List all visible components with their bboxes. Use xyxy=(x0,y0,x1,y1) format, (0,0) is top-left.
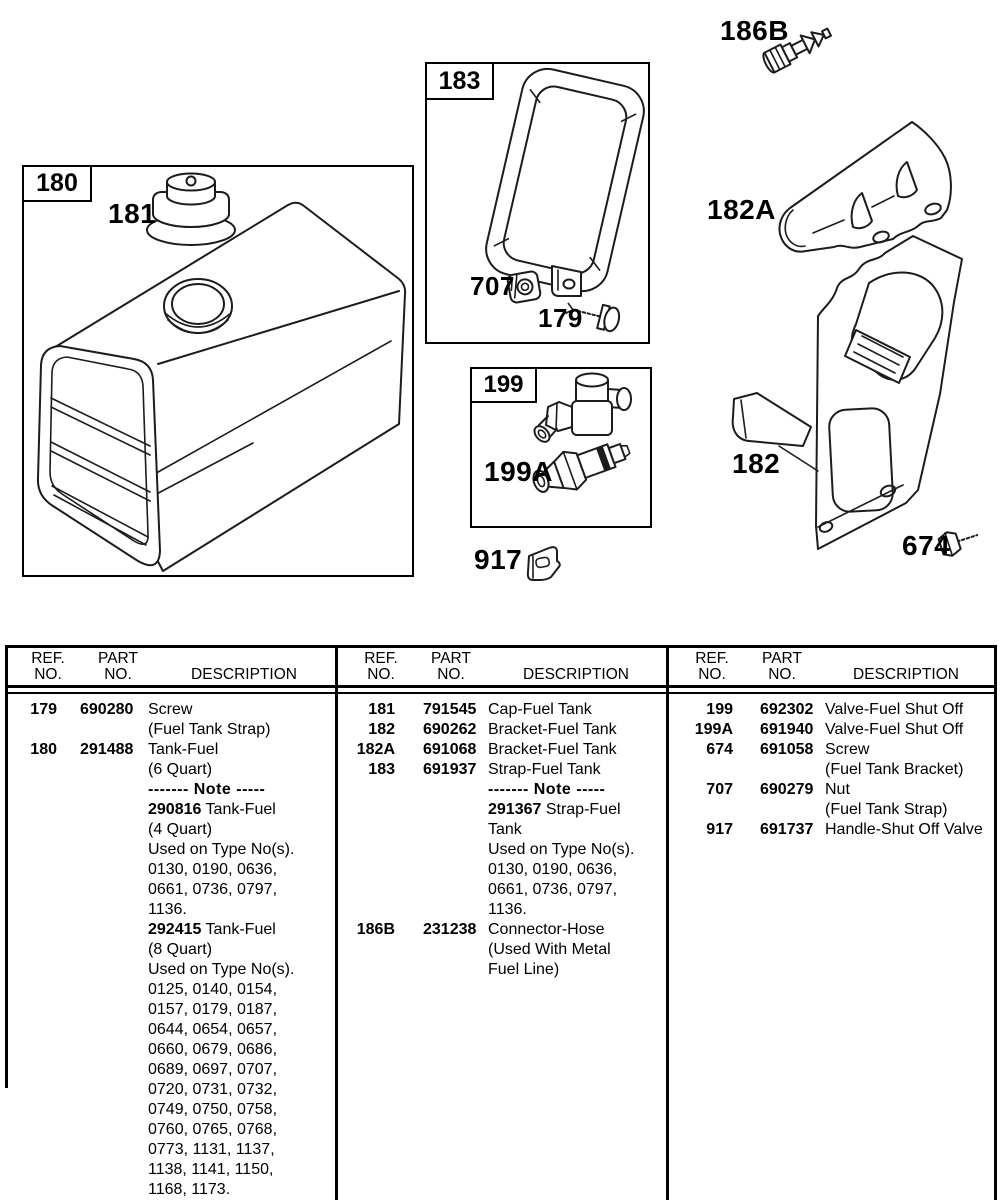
ref-no-cell xyxy=(5,840,57,860)
part-no-cell xyxy=(80,840,137,860)
part-no-cell xyxy=(760,760,813,780)
part-no-cell xyxy=(80,820,137,840)
description-cell: 0720, 0731, 0732, xyxy=(148,1081,278,1098)
ref-no-cell xyxy=(5,960,57,980)
part-no-cell xyxy=(80,900,137,920)
description-cell: 0125, 0140, 0154, xyxy=(148,981,278,998)
description-cell: Screw xyxy=(148,701,193,718)
inline-part-no: 292415 xyxy=(148,921,202,938)
ref-label-186B: 186B xyxy=(720,15,789,46)
ref-no-cell xyxy=(338,840,395,860)
parts-table xyxy=(5,645,997,1200)
part-row xyxy=(5,1120,335,1140)
ref-no-header: REF. NO. xyxy=(31,650,65,683)
description-cell: (Fuel Tank Bracket) xyxy=(825,761,964,778)
part-no-cell: 691937 xyxy=(423,761,477,778)
part-row xyxy=(5,1180,335,1200)
part-no-cell xyxy=(760,800,813,820)
ref-no-header: REF. NO. xyxy=(695,650,729,683)
part-row xyxy=(338,780,666,800)
ref-no-cell: 674 xyxy=(706,741,733,758)
part-row xyxy=(669,800,995,820)
part-no-cell: 690280 xyxy=(80,701,134,718)
ref-no-cell: 917 xyxy=(706,821,733,838)
ref-label-182A: 182A xyxy=(707,194,776,225)
description-cell: Bracket-Fuel Tank xyxy=(488,741,617,758)
part-row xyxy=(338,960,666,980)
inline-part-no: 291367 xyxy=(488,801,542,818)
part-no-cell xyxy=(80,720,137,740)
part-row xyxy=(5,1140,335,1160)
part-no-cell: 791545 xyxy=(423,701,477,718)
description-cell: 0661, 0736, 0797, xyxy=(488,881,618,898)
part-no-cell xyxy=(80,960,137,980)
ref-no-cell: 707 xyxy=(706,781,733,798)
inline-part-no: 290816 xyxy=(148,801,202,818)
callout-box-180 xyxy=(22,165,414,577)
part-row xyxy=(669,720,995,740)
ref-no-cell xyxy=(338,900,395,920)
part-row xyxy=(338,700,666,720)
description-cell: 1136. xyxy=(488,901,527,918)
part-row xyxy=(5,1160,335,1180)
part-row xyxy=(5,740,335,760)
part-row xyxy=(5,820,335,840)
part-no-cell xyxy=(80,1160,137,1180)
part-no-header: PART NO. xyxy=(98,650,138,683)
part-no-cell: 291488 xyxy=(80,741,134,758)
ref-no-cell xyxy=(338,820,395,840)
part-row xyxy=(669,760,995,780)
description-cell: 0773, 1131, 1137, xyxy=(148,1141,275,1158)
description-cell: Fuel Line) xyxy=(488,961,560,978)
ref-no-cell xyxy=(669,760,733,780)
ref-label-199: 199 xyxy=(470,367,537,403)
description-cell: Tank-Fuel xyxy=(148,741,219,758)
column-header xyxy=(338,645,666,683)
ref-no-cell xyxy=(669,800,733,820)
part-row xyxy=(338,800,666,820)
description-cell: 292415 Tank-Fuel xyxy=(148,921,276,938)
part-no-cell xyxy=(80,800,137,820)
ref-no-cell: 179 xyxy=(30,701,57,718)
part-no-cell xyxy=(80,860,137,880)
part-no-cell: 690279 xyxy=(760,781,814,798)
part-row xyxy=(5,840,335,860)
ref-no-cell: 182A xyxy=(356,741,395,758)
part-row xyxy=(5,920,335,940)
description-cell: Valve-Fuel Shut Off xyxy=(825,721,964,738)
part-row xyxy=(669,700,995,720)
ref-no-cell xyxy=(5,1060,57,1080)
part-no-cell xyxy=(423,860,478,880)
description-cell: Cap-Fuel Tank xyxy=(488,701,592,718)
description-cell: 291367 Strap-Fuel xyxy=(488,801,621,818)
column-lines xyxy=(5,700,335,1200)
ref-no-cell xyxy=(338,800,395,820)
column-lines xyxy=(338,700,666,980)
part-no-header: PART NO. xyxy=(431,650,471,683)
part-no-cell xyxy=(80,980,137,1000)
description-cell: 1136. xyxy=(148,901,187,918)
part-row xyxy=(5,1060,335,1080)
description-cell: 0130, 0190, 0636, xyxy=(148,861,278,878)
ref-no-cell: 181 xyxy=(368,701,395,718)
description-cell: (4 Quart) xyxy=(148,821,213,838)
description-cell: Strap-Fuel Tank xyxy=(488,761,601,778)
part-row xyxy=(338,820,666,840)
column-lines xyxy=(669,700,995,840)
description-cell: 1168, 1173. xyxy=(148,1181,231,1198)
part-row xyxy=(5,720,335,740)
description-cell: 0661, 0736, 0797, xyxy=(148,881,278,898)
description-cell: 0130, 0190, 0636, xyxy=(488,861,618,878)
part-no-cell xyxy=(423,780,478,800)
ref-label-707: 707 xyxy=(470,271,515,301)
part-no-cell: 691940 xyxy=(760,721,814,738)
part-row xyxy=(5,800,335,820)
part-no-cell xyxy=(423,800,478,820)
ref-no-cell xyxy=(5,1140,57,1160)
callout-box-183 xyxy=(425,62,650,344)
part-no-cell xyxy=(80,1140,137,1160)
note-cell: ------- Note ----- xyxy=(148,781,266,798)
ref-no-cell xyxy=(5,820,57,840)
table-column-1 xyxy=(5,645,335,1200)
ref-no-cell xyxy=(5,1160,57,1180)
part-row xyxy=(5,780,335,800)
ref-no-cell xyxy=(5,1000,57,1020)
ref-no-cell xyxy=(5,1180,57,1200)
part-no-cell xyxy=(423,880,478,900)
description-cell: Used on Type No(s). xyxy=(488,841,635,858)
description-cell: (Used With Metal xyxy=(488,941,611,958)
part-row xyxy=(5,1080,335,1100)
ref-no-cell: 180 xyxy=(30,741,57,758)
ref-label-917: 917 xyxy=(474,544,523,575)
description-cell: Connector-Hose xyxy=(488,921,605,938)
description-cell: 0660, 0679, 0686, xyxy=(148,1041,278,1058)
description-cell: Valve-Fuel Shut Off xyxy=(825,701,964,718)
description-cell: (Fuel Tank Strap) xyxy=(825,801,948,818)
column-header xyxy=(669,645,995,683)
ref-no-cell xyxy=(5,1100,57,1120)
part-row xyxy=(338,880,666,900)
ref-no-cell xyxy=(5,880,57,900)
part-no-cell xyxy=(423,820,478,840)
description-cell: Bracket-Fuel Tank xyxy=(488,721,617,738)
ref-no-cell xyxy=(338,940,395,960)
part-no-cell: 231238 xyxy=(423,921,477,938)
part-no-cell xyxy=(423,940,478,960)
ref-label-180: 180 xyxy=(22,165,92,202)
ref-no-cell: 186B xyxy=(356,921,395,938)
lower-bracket-drawing xyxy=(733,236,962,549)
part-no-cell xyxy=(423,900,478,920)
ref-no-cell: 182 xyxy=(368,721,395,738)
ref-no-cell xyxy=(5,940,57,960)
ref-no-cell xyxy=(338,780,395,800)
part-no-cell xyxy=(80,920,137,940)
part-no-cell: 691737 xyxy=(760,821,814,838)
part-row xyxy=(5,880,335,900)
ref-label-181: 181 xyxy=(108,198,157,229)
part-no-cell xyxy=(423,960,478,980)
part-row xyxy=(338,740,666,760)
part-no-cell: 691058 xyxy=(760,741,814,758)
part-row xyxy=(5,900,335,920)
part-row xyxy=(338,860,666,880)
part-row xyxy=(338,920,666,940)
part-row xyxy=(338,720,666,740)
ref-no-cell xyxy=(5,860,57,880)
description-header: DESCRIPTION xyxy=(191,666,297,683)
ref-label-183: 183 xyxy=(425,62,494,100)
description-cell: (Fuel Tank Strap) xyxy=(148,721,271,738)
ref-no-cell xyxy=(5,920,57,940)
part-row xyxy=(5,980,335,1000)
ref-no-cell xyxy=(338,860,395,880)
part-no-cell xyxy=(80,1060,137,1080)
part-row xyxy=(5,1020,335,1040)
part-row xyxy=(5,960,335,980)
part-no-cell xyxy=(80,1000,137,1020)
description-cell: 0749, 0750, 0758, xyxy=(148,1101,278,1118)
part-row xyxy=(338,760,666,780)
ref-no-cell xyxy=(5,980,57,1000)
description-cell: 0157, 0179, 0187, xyxy=(148,1001,278,1018)
description-cell: 290816 Tank-Fuel xyxy=(148,801,276,818)
description-cell: Tank xyxy=(488,821,522,838)
part-no-cell xyxy=(80,940,137,960)
ref-no-cell xyxy=(5,1040,57,1060)
ref-no-cell xyxy=(5,800,57,820)
ref-label-199A: 199A xyxy=(484,456,553,487)
description-cell: Used on Type No(s). xyxy=(148,961,295,978)
ref-no-cell: 199A xyxy=(694,721,733,738)
part-row xyxy=(5,700,335,720)
part-no-cell xyxy=(80,1040,137,1060)
part-no-cell xyxy=(80,780,137,800)
description-cell: (8 Quart) xyxy=(148,941,213,958)
table-column-2 xyxy=(338,645,666,1200)
part-no-cell xyxy=(80,880,137,900)
ref-no-cell xyxy=(5,760,57,780)
part-no-cell xyxy=(80,1180,137,1200)
ref-label-179: 179 xyxy=(538,303,583,333)
ref-no-cell xyxy=(338,960,395,980)
part-row xyxy=(669,740,995,760)
ref-label-674: 674 xyxy=(902,530,951,561)
description-cell: (6 Quart) xyxy=(148,761,213,778)
part-no-header: PART NO. xyxy=(762,650,802,683)
ref-no-cell xyxy=(338,880,395,900)
ref-label-182: 182 xyxy=(732,448,781,479)
part-row xyxy=(669,820,995,840)
ref-no-cell xyxy=(5,780,57,800)
note-cell: ------- Note ----- xyxy=(488,781,606,798)
description-cell: 0689, 0697, 0707, xyxy=(148,1061,278,1078)
part-no-cell xyxy=(423,840,478,860)
ref-no-header: REF. NO. xyxy=(364,650,398,683)
part-row xyxy=(669,780,995,800)
description-cell: Handle-Shut Off Valve xyxy=(825,821,983,838)
part-row xyxy=(5,1100,335,1120)
column-header xyxy=(5,645,335,683)
part-no-cell xyxy=(80,1080,137,1100)
part-row xyxy=(338,900,666,920)
part-row xyxy=(5,940,335,960)
ref-no-cell xyxy=(5,1020,57,1040)
ref-no-cell xyxy=(5,1120,57,1140)
ref-no-cell: 199 xyxy=(706,701,733,718)
part-no-cell: 692302 xyxy=(760,701,814,718)
description-cell: Used on Type No(s). xyxy=(148,841,295,858)
part-row xyxy=(5,760,335,780)
description-cell: 1138, 1141, 1150, xyxy=(148,1161,274,1178)
part-row xyxy=(338,940,666,960)
ref-no-cell: 183 xyxy=(368,761,395,778)
part-no-cell: 691068 xyxy=(423,741,477,758)
part-row xyxy=(338,840,666,860)
part-row xyxy=(5,860,335,880)
description-cell: Screw xyxy=(825,741,870,758)
description-header: DESCRIPTION xyxy=(853,666,959,683)
shut-off-handle-drawing xyxy=(528,547,560,580)
ref-no-cell xyxy=(5,720,57,740)
description-cell: 0760, 0765, 0768, xyxy=(148,1121,278,1138)
upper-bracket-drawing xyxy=(779,122,950,252)
part-no-cell xyxy=(80,1100,137,1120)
table-column-3 xyxy=(669,645,995,1200)
part-no-cell: 690262 xyxy=(423,721,477,738)
part-no-cell xyxy=(80,1020,137,1040)
description-header: DESCRIPTION xyxy=(523,666,629,683)
ref-no-cell xyxy=(5,1080,57,1100)
part-no-cell xyxy=(80,760,137,780)
description-cell: Nut xyxy=(825,781,850,798)
ref-no-cell xyxy=(5,900,57,920)
part-row xyxy=(5,1040,335,1060)
part-row xyxy=(5,1000,335,1020)
description-cell: 0644, 0654, 0657, xyxy=(148,1021,278,1038)
part-no-cell xyxy=(80,1120,137,1140)
